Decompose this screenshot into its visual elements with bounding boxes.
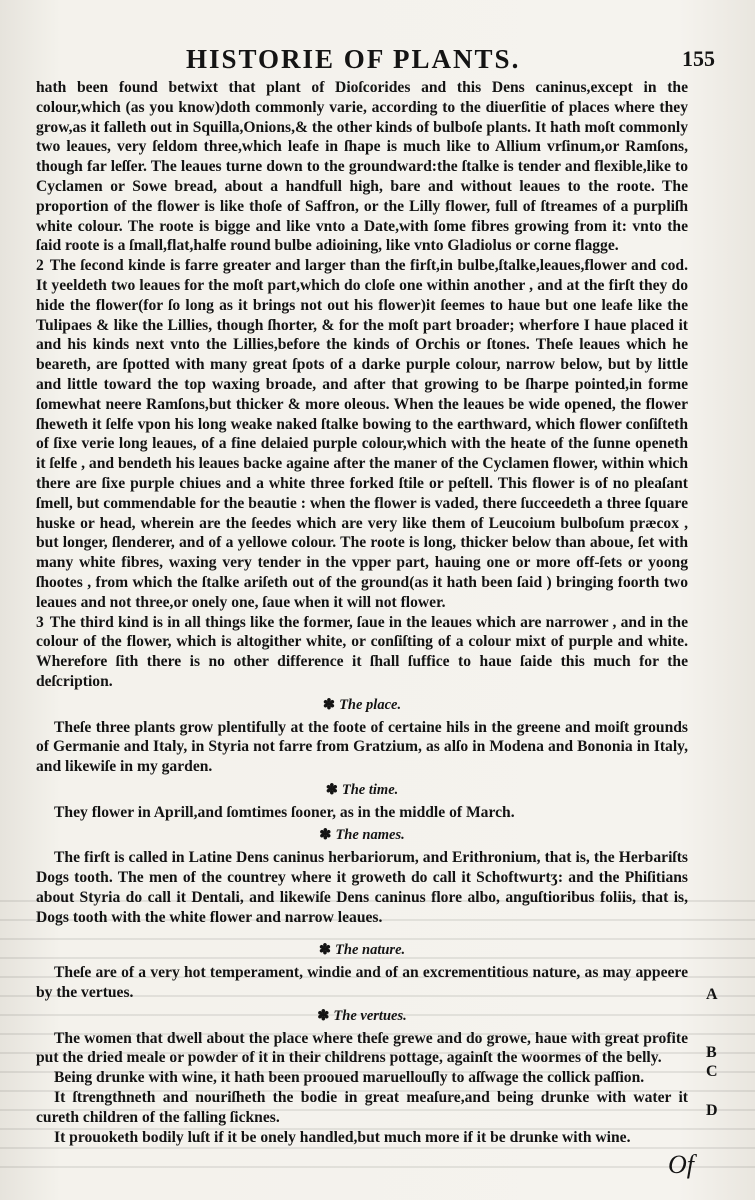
paragraph-number-2: 2 [36, 257, 44, 275]
running-title: HISTORIE OF PLANTS. [186, 44, 521, 74]
asterism-icon: ✽ [318, 942, 332, 959]
heading-nature: ✽ The nature. [318, 942, 406, 959]
vertue-c-text: It ſtrengthneth and nouriſheth the bodie in great meaſure,and being drunke with water it cureth children of the falling ſicknes. [36, 1089, 688, 1126]
paragraph-3 [36, 613, 688, 692]
vertue-b-text: Being drunke with wine, it hath been prooued maruellouſly to aſſwage the collick paſſion. [54, 1069, 645, 1087]
body-text [36, 78, 688, 1147]
asterism-icon: ✽ [322, 696, 336, 713]
margin-letter-c: C [706, 1063, 718, 1080]
paragraph-1: hath been found betwixt that plant of Dioſcorides and this Dens caninus,except in the colour,which (as you know)doth commonly varie, according to the diuerſitie of places where they grow,as it falleth out in Squilla,Onions,& the other kinds of bulboſe plants. It hath moſt commonly two leaues, very ſeldom three,which leafe in ſhape is much like to Allium vrſinum,or Ramſons, though far leſſer. The leaues turne down to the groundward:the ſtalke is tender and flexible,like to Cyclamen or Sowe bread, about a handfull high, bare and without leaues to the roote. The proportion of the flower is like thoſe of Saffron, or the Lilly flower, full of ſtreames of a purpliſh white colour. The roote is bigge and like vnto a Date,with ſome fibres growing from it: vnto the ſaid roote is a ſmall,flat,halfe round bulbe adioining, like vnto Gladiolus or corne flagge. [36, 79, 688, 255]
asterism-icon: ✽ [319, 827, 332, 844]
nature-text: Theſe are of a very hot temperament, windie and of an excrementitious nature, as may appeere by the vertues. [36, 964, 688, 1002]
vertue-d-text: It prouoketh bodily luſt if it be onely handled,but much more if it be drunke with wine. [54, 1128, 631, 1146]
asterism-icon: ✽ [317, 1007, 330, 1024]
heading-names: ✽ The names. [319, 827, 405, 844]
vertue-a-text: The women that dwell about the place where theſe grewe and do growe, haue with great profite put the dried meale or powder of it in their childrens pottage, againſt the woormes of the belly. [36, 1029, 688, 1067]
asterism-icon: ✽ [325, 781, 338, 798]
paragraph-number-3: 3 [36, 613, 44, 631]
place-text: Theſe three plants grow plentifully at the foote of certaine hils in the greene and moiſt grounds of Germanie and Italy, in Styria not farre from Gratzium, as alſo in Modena and Bononia in Italy, and likewiſe in my garden. [36, 718, 688, 776]
names-text: The firſt is called in Latine Dens caninus herbariorum, and Erithronium, that is, the Herbariſts Dogs tooth. The men of the countrey where it groweth do call it Schoftwurtʒ: and the Phiſitians about Styria do call it Dentali, and likewiſe Dens caninus flore albo, anguſtioribus foliis, that is, Dogs tooth with the white flower and narrow leaues. [36, 849, 688, 926]
catchword: Of [668, 1150, 694, 1179]
page-header [36, 40, 715, 74]
paragraph-2 [36, 256, 688, 612]
heading-place: ✽ The place. [322, 696, 402, 713]
heading-vertues: ✽ The vertues. [317, 1007, 407, 1024]
time-text: They flower in Aprill,and ſomtimes ſooner, as in the middle of March. [54, 803, 515, 821]
heading-time: ✽ The time. [325, 781, 399, 798]
margin-letter-d: D [706, 1102, 718, 1119]
margin-letter-b: B [706, 1044, 717, 1061]
paragraph-2-text: The ſecond kinde is farre greater and larger than the firſt,in bulbe,ſtalke,leaues,flower and cod. It yeeldeth two leaues for the moſt part,which do cloſe one within another , and at the firſt they do hide the flower(for ſo long as it brings not out his flower)it ſeemes to haue but one leafe like the Tulipaes & like the Lillies, though ſhorter, & for the moſt part broader; wherfore I haue placed it and his kinds next vnto the Lillies,before the kinds of Orchis or ſtones. Theſe leaues which he beareth, are ſpotted with many great ſpots of a darke purple colour, narrow below, but by little and little toward the top waxing broade, and after that growing to be ſharpe pointed,in forme ſomewhat neere Ramſons,but thicker & more oleous. When the leaues be wide opened, the flower ſheweth it ſelfe vpon his long weake naked ſtalke bowing to the earthward, which flower conſiſteth of ſixe verie long leaues, of a fine delaied purple colour,which with the heate of the ſunne openeth it ſelfe , and bendeth his leaues backe againe after the maner of the Cyclamen flower, within which there are ſixe purple chiues and a white three forked ſtile or peſtell. This flower is of no pleaſant ſmell, but commendable for the beautie : when the flower is vaded, there ſucceedeth a three ſquare huske or head, wherein are the ſeedes which are very like them of Leucoium bulboſum præcox , but longer, ſlenderer, and of a yellowe colour. The roote is long, thicker below than aboue, ſet with many white fibres, waxing very tender in the vpper part, hauing one or more off-ſets or yoong ſhootes , from which the ſtalke ariſeth out of the ground(as it hath been ſaid ) bringing foorth two leaues and not three,or onely one, ſaue when it will not flower. [36, 257, 688, 611]
paragraph-3-text: The third kind is in all things like the former, ſaue in the leaues which are narrower , and in the colour of the flower, which is altogither white, or conſiſting of a colour mixt of purple and white. Wherefore ſith there is no other difference it ſhall ſuffice to haue ſaide this much for the deſcription. [36, 613, 688, 690]
page-number: 155 [682, 46, 715, 71]
margin-letter-a: A [706, 986, 718, 1003]
